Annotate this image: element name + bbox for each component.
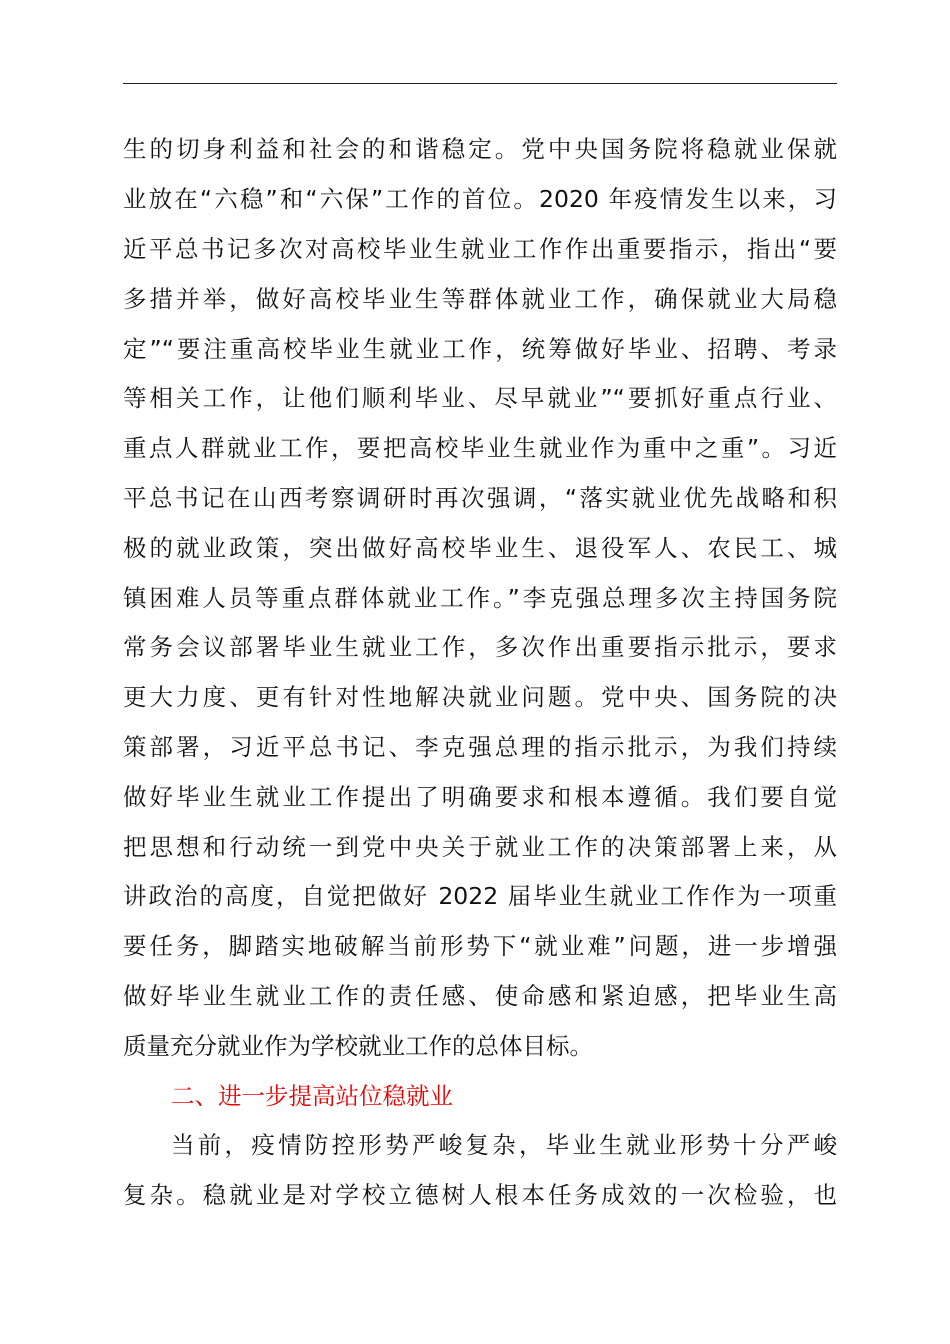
paragraph-line: 当前，疫情防控形势严峻复杂，毕业生就业形势十分严峻 [171, 1131, 837, 1159]
paragraph-line: 做好毕业生就业工作的责任感、使命感和紧迫感，把毕业生高 [123, 982, 837, 1010]
paragraph-line: 要任务，脚踏实地破解当前形势下“就业难”问题，进一步增强 [123, 932, 837, 960]
paragraph-line: 极的就业政策，突出做好高校毕业生、退役军人、农民工、城 [123, 534, 837, 562]
paragraph-line: 业放在“六稳”和“六保”工作的首位。2020 年疫情发生以来，习 [123, 185, 837, 213]
section-heading: 二、进一步提高站位稳就业 [171, 1082, 453, 1110]
paragraph-line: 策部署，习近平总书记、李克强总理的指示批示，为我们持续 [123, 733, 837, 761]
paragraph-line: 常务会议部署毕业生就业工作，多次作出重要指示批示，要求 [123, 633, 837, 661]
paragraph-line: 近平总书记多次对高校毕业生就业工作作出重要指示，指出“要 [123, 235, 837, 263]
paragraph-line: 重点人群就业工作，要把高校毕业生就业作为重中之重”。习近 [123, 434, 837, 462]
paragraph-line: 定”“要注重高校毕业生就业工作，统筹做好毕业、招聘、考录 [123, 335, 837, 363]
paragraph-line: 复杂。稳就业是对学校立德树人根本任务成效的一次检验，也 [123, 1181, 837, 1209]
paragraph-line: 镇困难人员等重点群体就业工作。”李克强总理多次主持国务院 [123, 584, 837, 612]
paragraph-line: 等相关工作，让他们顺利毕业、尽早就业”“要抓好重点行业、 [123, 384, 837, 412]
paragraph-line: 多措并举，做好高校毕业生等群体就业工作，确保就业大局稳 [123, 285, 837, 313]
header-rule [123, 83, 837, 84]
paragraph-line: 把思想和行动统一到党中央关于就业工作的决策部署上来，从 [123, 833, 837, 861]
paragraph-line: 做好毕业生就业工作提出了明确要求和根本遵循。我们要自觉 [123, 783, 837, 811]
paragraph-line: 更大力度、更有针对性地解决就业问题。党中央、国务院的决 [123, 683, 837, 711]
paragraph-line: 生的切身利益和社会的和谐稳定。党中央国务院将稳就业保就 [123, 135, 837, 163]
paragraph-line: 讲政治的高度，自觉把做好 2022 届毕业生就业工作作为一项重 [123, 882, 837, 910]
paragraph-line: 平总书记在山西考察调研时再次强调，“落实就业优先战略和积 [123, 484, 837, 512]
paragraph-line: 质量充分就业作为学校就业工作的总体目标。 [123, 1032, 593, 1060]
